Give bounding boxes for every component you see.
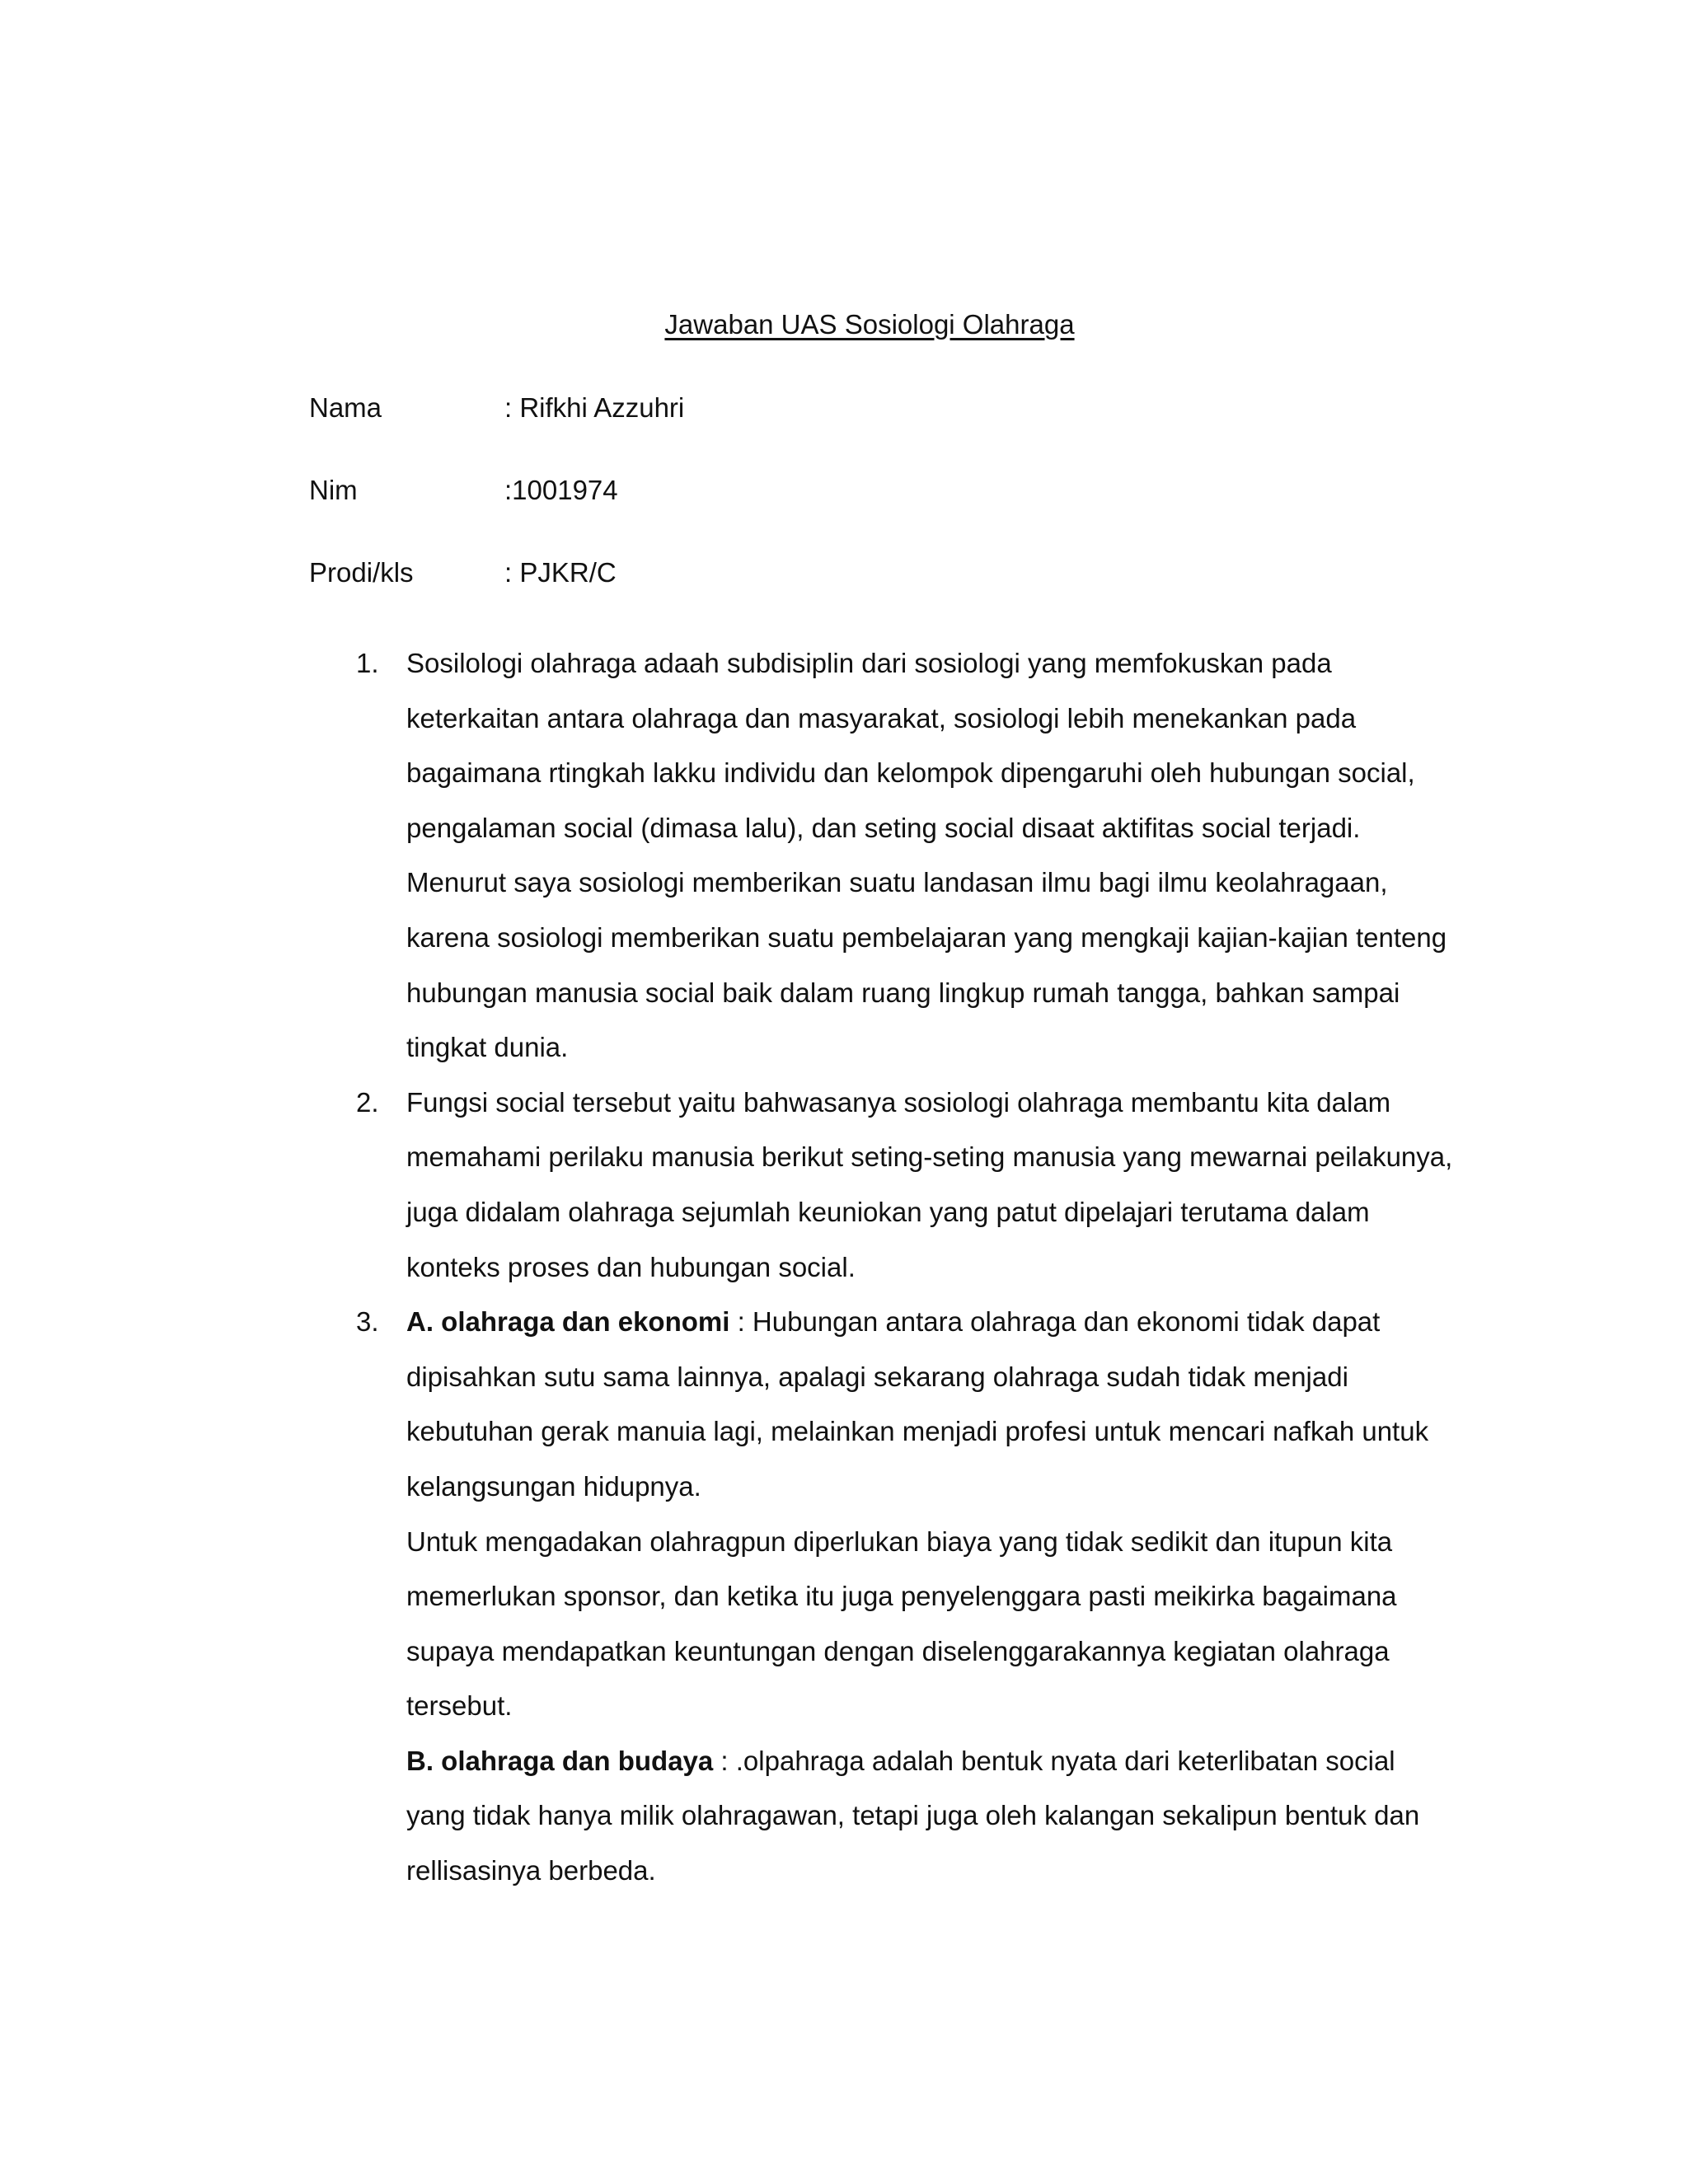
answer-number: 3.	[356, 1306, 379, 1338]
identity-label: Nim	[309, 475, 358, 505]
identity-value: : Rifkhi Azzuhri	[504, 392, 685, 423]
answer-text	[406, 1295, 1453, 1899]
answer-number: 2.	[356, 1086, 379, 1118]
answer-item-2	[356, 1076, 1453, 1295]
part-a-heading: A. olahraga dan ekonomi	[406, 1306, 730, 1338]
identity-value: :1001974	[504, 475, 618, 505]
identity-row-prodi	[309, 556, 1463, 639]
answer-number: 1.	[356, 648, 379, 678]
part-b-heading: B. olahraga dan budaya	[406, 1745, 714, 1776]
identity-row-nama	[309, 391, 1463, 474]
answer-list	[356, 636, 1453, 1899]
identity-value: : PJKR/C	[504, 557, 617, 588]
document-title: Jawaban UAS Sosiologi Olahraga	[664, 309, 1075, 340]
answer-text: Fungsi social tersebut yaitu bahwasanya sosiologi olahraga membantu kita dalam memahami perilaku manusia berikut seting-seting manusia yang mewarnai peilakunya, juga didalam olahraga sejumlah keuniokan yang patut dipelajari terutama dalam konteks proses dan hubungan social.	[406, 1086, 1453, 1282]
identity-block	[309, 391, 1463, 639]
part-b-text: : .olpahraga adalah bentuk nyata dari keterlibatan social yang tidak hanya milik olahragawan, tetapi juga oleh kalangan sekalipun bentuk dan rellisasinya berbeda.	[406, 1745, 1420, 1886]
part-a-paragraph	[406, 1295, 1453, 1514]
answer-item-3	[356, 1295, 1444, 1899]
identity-label: Nama	[309, 392, 382, 423]
identity-label: Prodi/kls	[309, 557, 414, 588]
part-a-text-2: Untuk mengadakan olahragpun diperlukan biaya yang tidak sedikit dan itupun kita memerlukan sponsor, dan ketika itu juga penyelenggara pasti meikirka bagaimana supaya mendapatkan keuntungan dengan diselenggarakannya kegiatan olahraga tersebut.	[406, 1526, 1397, 1722]
answer-text: Sosilologi olahraga adaah subdisiplin dari sosiologi yang memfokuskan pada keterkaitan antara olahraga dan masyarakat, sosiologi lebih menekankan pada bagaimana rtingkah lakku individu dan kelompok dipengaruhi oleh hubungan social, pengalaman social (dimasa lalu), dan seting social disaat aktifitas social terjadi. Menurut saya sosiologi memberikan suatu landasan ilmu bagi ilmu keolahragaan, karena sosiologi memberikan suatu pembelajaran yang mengkaji kajian-kajian tenteng hubungan manusia social baik dalam ruang lingkup rumah tangga, bahkan sampai tingkat dunia.	[406, 648, 1447, 1063]
answer-item-1	[356, 636, 1447, 1076]
identity-row-nim	[309, 474, 1463, 556]
part-a-text: : Hubungan antara olahraga dan ekonomi tidak dapat dipisahkan sutu sama lainnya, apalagi sekarang olahraga sudah tidak menjadi kebutuhan gerak manuia lagi, melainkan menjadi profesi untuk mencari nafkah untuk kelangsungan hidupnya.	[406, 1306, 1429, 1502]
part-b-paragraph	[406, 1734, 1453, 1899]
